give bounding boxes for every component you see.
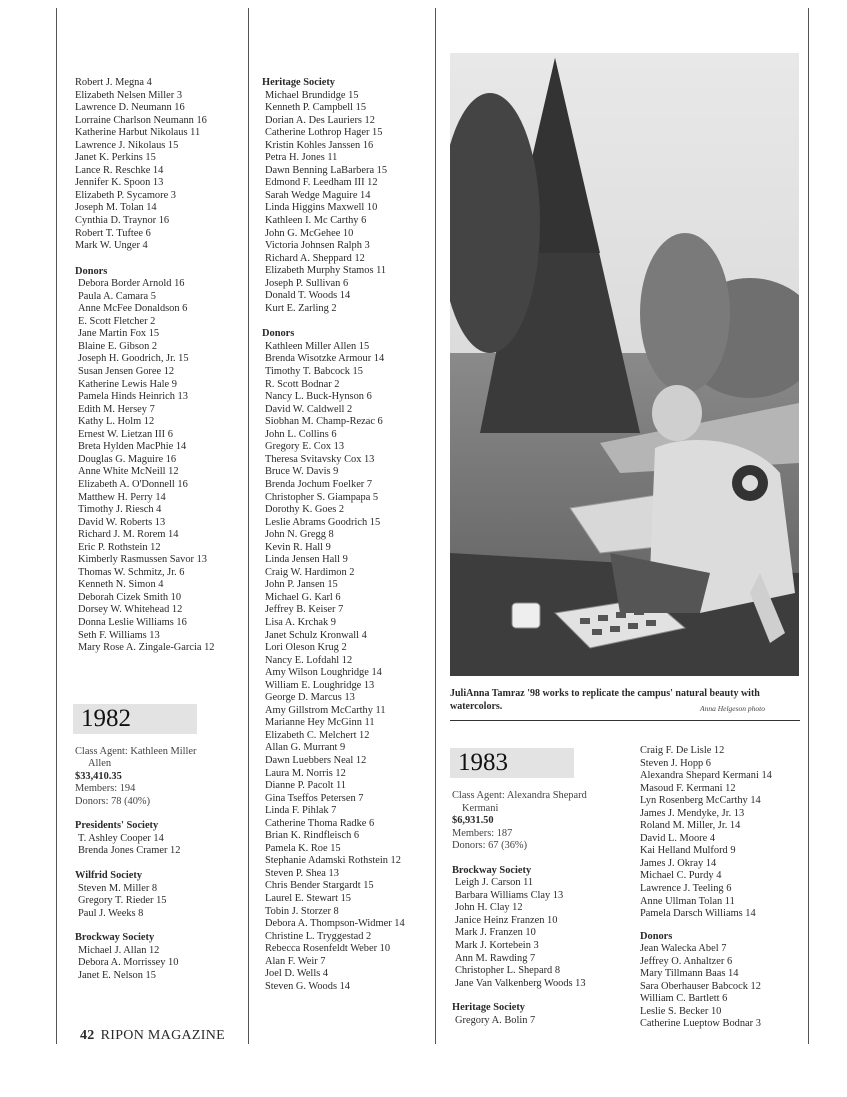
list-item: Kenneth P. Campbell 15 [265,102,367,114]
list-item: James J. Mendyke, Jr. 13 [640,807,745,819]
list-item: Elizabeth Nelsen Miller 3 [75,89,183,101]
photo-credit: Anna Helgeson photo [700,704,765,713]
year-heading-1983: 1983 [450,748,574,778]
list-item: Lori Oleson Krug 2 [265,642,347,654]
list-item: John G. McGehee 10 [265,227,354,239]
list-item: Tobin J. Storzer 8 [265,905,339,917]
list-item: Brenda Jones Cramer 12 [78,845,181,857]
list-item: Robert T. Tuftee 6 [75,227,151,239]
brockway-list [75,945,214,983]
list-item: Chris Bender Stargardt 15 [265,880,374,892]
list-item: Matthew H. Perry 14 [78,491,166,503]
list-item: Katherine Lewis Hale 9 [78,378,177,390]
list-item: Mark J. Franzen 10 [455,927,536,939]
list-item: Siobhan M. Champ-Rezac 6 [265,416,383,428]
list-item: David W. Caldwell 2 [265,403,353,415]
list-item: Timothy T. Babcock 15 [265,366,363,378]
list-item: Breta Hylden MacPhie 14 [78,441,187,453]
list-item: Timothy J. Riesch 4 [78,504,162,516]
list-item: Jean Walecka Abel 7 [640,943,727,955]
presidents-list [75,833,214,858]
wilfrid-list [75,883,214,921]
donors-count: Donors: 67 (36%) [452,840,528,852]
list-item: Susan Jensen Goree 12 [78,366,175,378]
brockway-list [452,877,587,990]
class-agent-cont: Kermani [462,802,499,814]
list-item: Lance R. Reschke 14 [75,164,164,176]
list-item: Debora Border Arnold 16 [78,278,185,290]
list-item: Brenda Jochum Foelker 7 [265,478,373,490]
donors-heading: Donors [75,265,108,277]
donors-heading: Donors [640,930,673,942]
list-item: Anne McFee Donaldson 6 [78,303,188,315]
list-item: Kathleen I. Mc Carthy 6 [265,215,367,227]
list-item: Ernest W. Lietzan III 6 [78,428,173,440]
list-item: David L. Moore 4 [640,832,716,844]
list-item: Dawn Benning LaBarbera 15 [265,164,388,176]
list-item: James J. Okray 14 [640,857,717,869]
list-item: Debora A. Thompson-Widmer 14 [265,918,405,930]
list-item: Pamela K. Roe 15 [265,842,341,854]
list-item: Masoud F. Kermani 12 [640,782,736,794]
gift-amount: $33,410.35 [75,770,122,782]
column-4 [640,745,772,1031]
list-item: T. Ashley Cooper 14 [78,832,164,844]
donors-count: Donors: 78 (40%) [75,795,151,807]
list-item: Kenneth N. Simon 4 [78,579,164,591]
list-item: Craig W. Hardimon 2 [265,566,355,578]
list-item: Donna Leslie Williams 16 [78,616,187,628]
list-item: Linda F. Pihlak 7 [265,805,337,817]
donors-list [75,278,214,654]
list-item: Kai Helland Mulford 9 [640,845,736,857]
list-item: Eric P. Rothstein 12 [78,541,161,553]
list-item: Laurel E. Stewart 15 [265,893,351,904]
presidents-society-heading: Presidents' Society [75,820,159,832]
list-item: Nancy E. Lofdahl 12 [265,654,353,666]
names-list [75,77,214,253]
heritage-society-heading: Heritage Society [262,77,335,88]
list-item: Petra H. Jones 11 [265,152,338,164]
list-item: Nancy L. Buck-Hynson 6 [265,391,372,403]
list-item: Catherine Lothrop Hager 15 [265,127,383,139]
list-item: Michael Brundidge 15 [265,89,359,101]
list-item: Michael G. Karl 6 [265,591,341,603]
list-item: John N. Gregg 8 [265,529,334,541]
list-item: Alan F. Weir 7 [265,955,326,967]
list-item: Edith M. Hersey 7 [78,403,155,415]
list-item: Michael J. Allan 12 [78,944,160,956]
class-agent: Class Agent: Alexandra Shepard [452,790,587,801]
list-item: Bruce W. Davis 9 [265,466,339,478]
wilfrid-society-heading: Wilfrid Society [75,869,143,881]
list-item: Michael C. Purdy 4 [640,870,722,882]
list-item: Victoria Johnsen Ralph 3 [265,240,370,252]
caption-rule [450,720,800,721]
page-number: 42 [80,1028,95,1043]
class-agent: Class Agent: Kathleen Miller [75,745,197,757]
list-item: Elizabeth Murphy Stamos 11 [265,265,387,277]
year-heading-1982: 1982 [73,704,197,734]
list-item: Lyn Rosenberg McCarthy 14 [640,795,761,807]
list-item: Laura M. Norris 12 [265,767,346,779]
list-item: Leigh J. Carson 11 [455,877,534,889]
class-agent-cont: Allen [88,758,112,770]
list-item: Craig F. De Lisle 12 [640,745,725,756]
list-item: Richard J. M. Rorem 14 [78,529,179,541]
list-item: R. Scott Bodnar 2 [265,378,340,390]
list-item: Mark W. Unger 4 [75,240,148,252]
list-item: Stephanie Adamski Rothstein 12 [265,855,401,867]
list-item: Lawrence J. Teeling 6 [640,883,732,895]
list-item: Gregory T. Rieder 15 [78,895,167,907]
list-item: Ann M. Rawding 7 [455,952,536,964]
heritage-list [262,90,405,316]
list-item: Katherine Harbut Nikolaus 11 [75,127,201,139]
list-item: Linda Jensen Hall 9 [265,554,348,566]
list-item: Anne White McNeill 12 [78,466,179,478]
list-item: Kathy L. Holm 12 [78,416,155,428]
list-item: Dorothy K. Goes 2 [265,504,345,516]
list-item: David W. Roberts 13 [78,516,166,528]
list-item: William E. Loughridge 13 [265,679,375,691]
column-rule [808,8,809,1044]
heritage-list [452,1015,587,1028]
list-item: Pamela Hinds Heinrich 13 [78,391,188,403]
list-item: Roland M. Miller, Jr. 14 [640,820,741,832]
list-item: Jane Van Valkenberg Woods 13 [455,977,586,989]
list-item: Brenda Wisotzke Armour 14 [265,353,385,365]
donors-list [640,943,772,1031]
list-item: Lorraine Charlson Neumann 16 [75,114,207,126]
list-item: Janet Schulz Kronwall 4 [265,629,367,641]
list-item: Gina Tseffos Petersen 7 [265,792,364,804]
list-item: Theresa Svitavsky Cox 13 [265,453,375,465]
brockway-society-heading: Brockway Society [75,932,155,944]
list-item: Paul J. Weeks 8 [78,907,144,919]
list-item: Jeffrey O. Anhaltzer 6 [640,955,733,967]
list-item: Allan G. Murrant 9 [265,742,346,754]
list-item: Gregory E. Cox 13 [265,441,345,453]
list-item: Elizabeth A. O'Donnell 16 [78,478,188,490]
heritage-list-cont [640,745,772,921]
list-item: George D. Marcus 13 [265,692,355,704]
list-item: Edmond F. Leedham III 12 [265,177,378,189]
list-item: Christopher S. Giampapa 5 [265,491,379,503]
list-item: Steven M. Miller 8 [78,882,158,894]
list-item: Pamela Darsch Williams 14 [640,908,756,920]
list-item: Dorsey W. Whitehead 12 [78,604,183,616]
list-item: Amy Gillstrom McCarthy 11 [265,704,386,716]
list-item: Lisa A. Krchak 9 [265,616,336,628]
list-item: Kevin R. Hall 9 [265,541,331,553]
list-item: Janet K. Perkins 15 [75,152,156,164]
list-item: John P. Jansen 15 [265,579,338,591]
column-1 [75,77,214,982]
campus-photo [450,53,799,676]
members-count: Members: 187 [452,827,513,839]
list-item: Robert J. Megna 4 [75,77,152,88]
list-item: Mark J. Kortebein 3 [455,940,539,952]
list-item: E. Scott Fletcher 2 [78,315,156,327]
list-item: Lawrence J. Nikolaus 15 [75,139,179,151]
list-item: Steven J. Hopp 6 [640,757,711,769]
list-item: Jennifer K. Spoon 13 [75,177,164,189]
list-item: Paula A. Camara 5 [78,290,156,302]
list-item: Jane Martin Fox 15 [78,328,160,340]
list-item: Kimberly Rasmussen Savor 13 [78,554,208,566]
list-item: Blaine E. Gibson 2 [78,340,158,352]
list-item: Mary Rose A. Zingale-Garcia 12 [78,642,215,654]
list-item: Kathleen Miller Allen 15 [265,340,370,352]
list-item: Elizabeth C. Melchert 12 [265,729,370,741]
list-item: Gregory A. Bolin 7 [455,1014,536,1026]
photo-caption: JuliAnna Tamraz '98 works to replicate the campus' natural beauty with watercolors. [450,688,760,712]
list-item: Richard A. Sheppard 12 [265,252,365,264]
list-item: Joel D. Wells 4 [265,968,329,980]
list-item: John L. Collins 6 [265,428,337,440]
column-rule [56,8,57,1044]
list-item: Sarah Wedge Maguire 14 [265,189,371,201]
photo-illustration [450,53,799,676]
column-3 [452,748,587,1027]
list-item: Jeffrey B. Keiser 7 [265,604,344,616]
list-item: Debora A. Morrissey 10 [78,957,179,969]
donors-list [262,341,405,993]
heritage-society-heading: Heritage Society [452,1002,525,1014]
list-item: Anne Ullman Tolan 11 [640,895,735,907]
members-count: Members: 194 [75,783,136,795]
list-item: William C. Bartlett 6 [640,993,728,1005]
page-footer [80,1028,225,1044]
list-item: Dianne P. Pacolt 11 [265,780,346,792]
list-item: Leslie Abrams Goodrich 15 [265,516,381,528]
list-item: Barbara Williams Clay 13 [455,889,564,901]
list-item: Dorian A. Des Lauriers 12 [265,114,375,126]
list-item: Sara Oberhauser Babcock 12 [640,980,761,992]
list-item: Steven G. Woods 14 [265,980,350,992]
list-item: Lawrence D. Neumann 16 [75,102,185,114]
list-item: Mary Tillmann Baas 14 [640,968,739,980]
list-item: Seth F. Williams 13 [78,629,160,641]
list-item: Kristin Kohles Janssen 16 [265,139,374,151]
list-item: Dawn Luebbers Neal 12 [265,754,367,766]
list-item: Alexandra Shepard Kermani 14 [640,770,772,782]
column-rule [248,8,249,1044]
column-rule [435,8,436,1044]
list-item: Elizabeth P. Sycamore 3 [75,189,176,201]
list-item: Janet E. Nelson 15 [78,969,156,981]
list-item: Leslie S. Becker 10 [640,1005,722,1017]
list-item: Marianne Hey McGinn 11 [265,717,375,729]
list-item: Christine L. Tryggestad 2 [265,930,372,942]
list-item: Christopher L. Shepard 8 [455,965,561,977]
list-item: Donald T. Woods 14 [265,290,351,302]
list-item: Catherine Thoma Radke 6 [265,817,375,829]
list-item: Amy Wilson Loughridge 14 [265,667,382,679]
gift-amount: $6,931.50 [452,815,494,827]
list-item: Joseph M. Tolan 14 [75,202,157,214]
list-item: Linda Higgins Maxwell 10 [265,202,378,214]
list-item: John H. Clay 12 [455,902,523,914]
column-2 [262,77,405,993]
list-item: Cynthia D. Traynor 16 [75,215,170,227]
brockway-society-heading: Brockway Society [452,864,532,876]
magazine-title: RIPON MAGAZINE [100,1028,225,1043]
list-item: Brian K. Rindfleisch 6 [265,830,360,842]
list-item: Catherine Lueptow Bodnar 3 [640,1018,761,1030]
list-item: Deborah Cizek Smith 10 [78,591,182,603]
list-item: Rebecca Rosenfeldt Weber 10 [265,943,391,955]
list-item: Thomas W. Schmitz, Jr. 6 [78,566,185,578]
list-item: Steven P. Shea 13 [265,867,339,879]
list-item: Joseph P. Sullivan 6 [265,277,349,289]
list-item: Kurt E. Zarling 2 [265,302,337,314]
list-item: Joseph H. Goodrich, Jr. 15 [78,353,189,365]
list-item: Douglas G. Maguire 16 [78,453,177,465]
list-item: Janice Heinz Franzen 10 [455,914,558,926]
donors-heading: Donors [262,328,295,340]
